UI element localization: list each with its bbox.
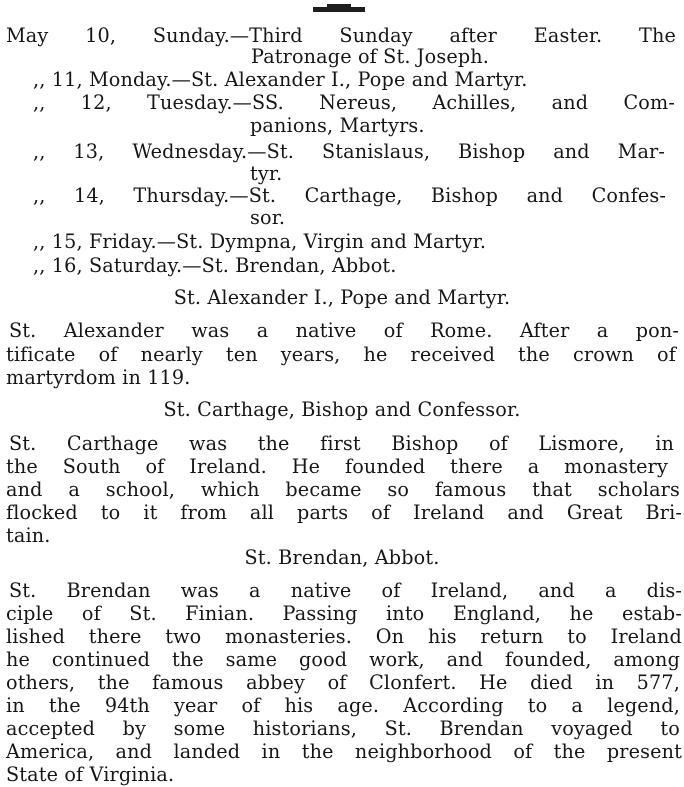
paragraph-line: accepted by some historians, St. Brendan voyaged to [6, 717, 680, 740]
calendar-line-continuation: tyr. [250, 162, 283, 185]
calendar-line: ,, 12, Tuesday.—SS. Nereus, Achilles, and Com- [33, 91, 675, 114]
paragraph-line: St. Alexander was a native of Rome. After a pon- [9, 319, 679, 342]
paragraph-line: and a school, which became so famous that scholars [6, 478, 680, 501]
paragraph-line: lished there two monasteries. On his return to Ireland [6, 625, 682, 648]
calendar-line: ,, 15, Friday.—St. Dympna, Virgin and Martyr. [33, 230, 487, 253]
paragraph-line: in the 94th year of his age. According to a legend, [6, 694, 680, 717]
calendar-line-continuation: panions, Martyrs. [250, 114, 425, 137]
paragraph-line: martyrdom in 119. [6, 366, 191, 389]
paragraph-line: others, the famous abbey of Clonfert. He died in 577, [6, 671, 680, 694]
paragraph-line: St. Carthage was the first Bishop of Lismore, in [9, 432, 674, 455]
calendar-line: ,, 16, Saturday.—St. Brendan, Abbot. [33, 254, 397, 277]
paragraph-line: tificate of nearly ten years, he received the crown of [6, 343, 676, 366]
paragraph-line: the South of Ireland. He founded there a monastery [6, 455, 668, 478]
calendar-line: ,, 14, Thursday.—St. Carthage, Bishop and Confes- [33, 184, 666, 207]
calendar-line-continuation: sor. [250, 206, 286, 229]
paragraph-line: St. Brendan was a native of Ireland, and a dis- [9, 579, 682, 602]
ornament-lower-bar [313, 7, 365, 12]
top-ornament-rule [313, 4, 365, 14]
section-heading-brendan: St. Brendan, Abbot. [244, 546, 440, 569]
section-heading-carthage: St. Carthage, Bishop and Confessor. [163, 398, 521, 421]
paragraph-line: tain. [6, 524, 51, 547]
paragraph-line: ciple of St. Finian. Passing into England, he estab- [6, 602, 682, 625]
paragraph-line: he continued the same good work, and founded, among [6, 648, 680, 671]
calendar-line: May 10, Sunday.—Third Sunday after Easter. The [6, 24, 676, 47]
calendar-line: ,, 11, Monday.—St. Alexander I., Pope and Martyr. [33, 68, 528, 91]
calendar-line-continuation: Patronage of St. Joseph. [251, 45, 490, 68]
section-heading-alexander: St. Alexander I., Pope and Martyr. [173, 286, 511, 309]
paragraph-line: flocked to it from all parts of Ireland and Great Bri- [6, 501, 682, 524]
paragraph-line: America, and landed in the neighborhood of the present [6, 740, 682, 763]
calendar-line: ,, 13, Wednesday.—St. Stanislaus, Bishop and Mar- [33, 140, 665, 163]
paragraph-line: State of Virginia. [6, 763, 175, 786]
